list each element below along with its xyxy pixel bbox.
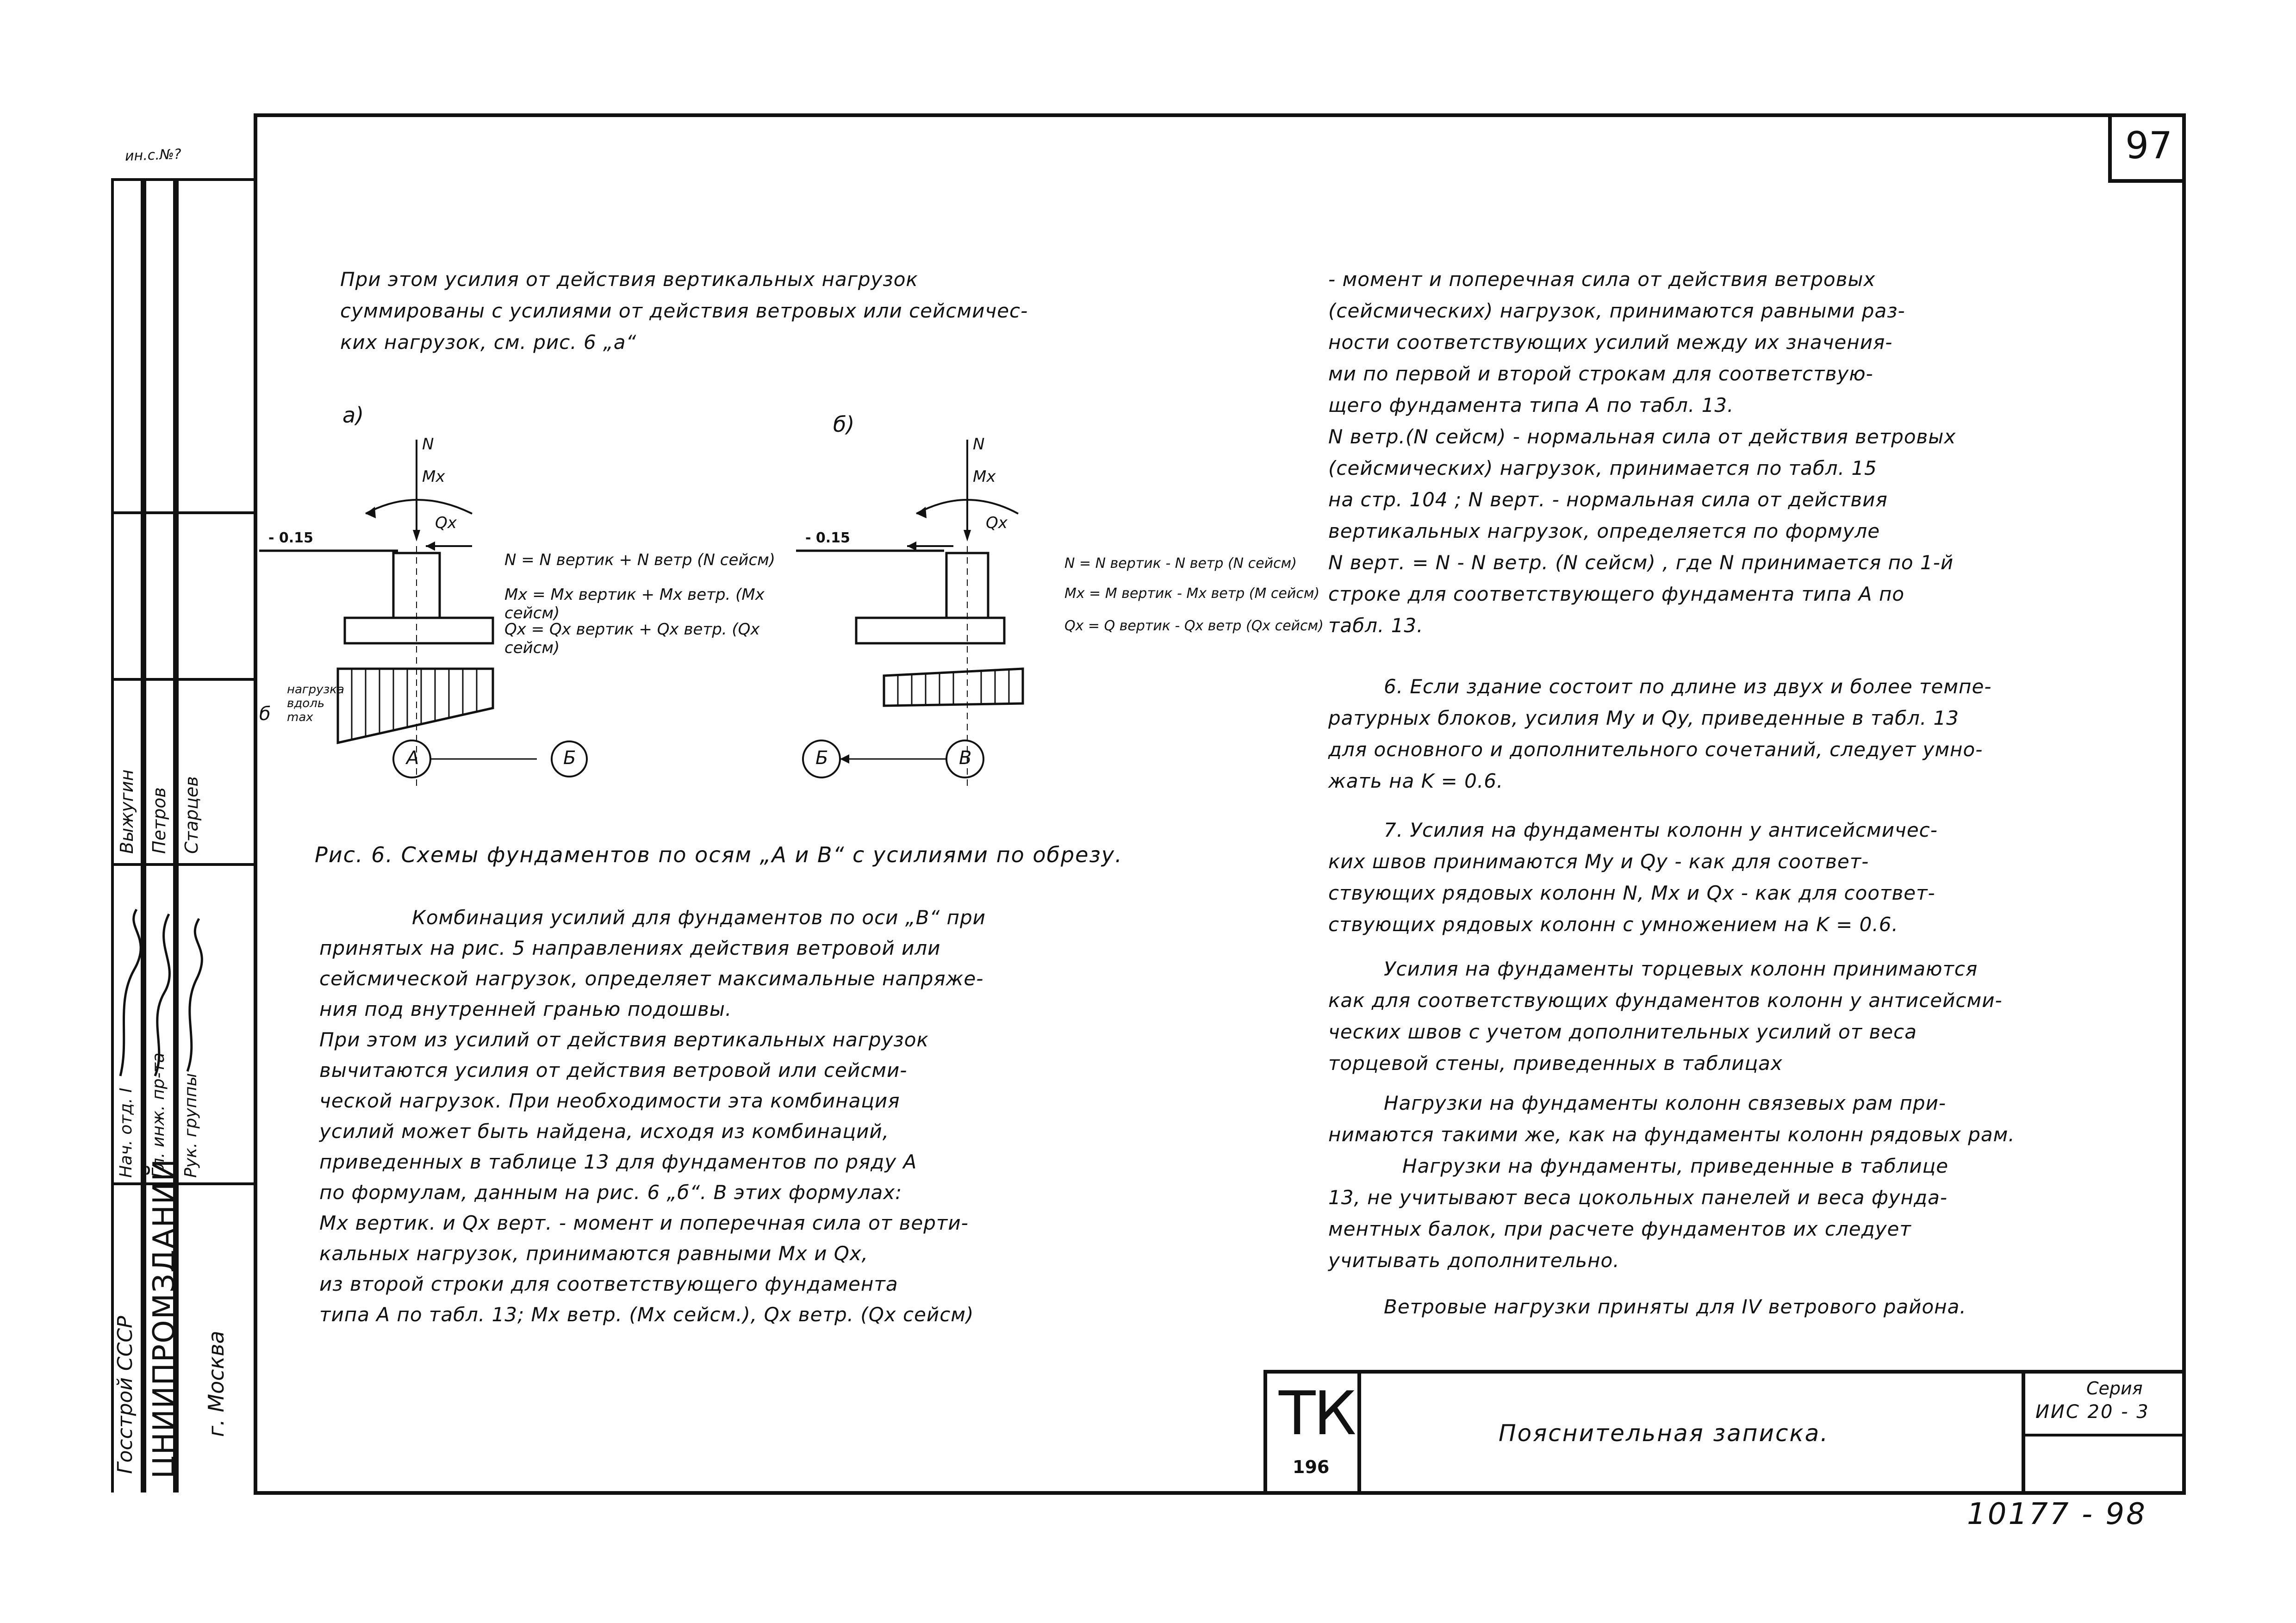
name-0: Выжугин <box>117 769 137 854</box>
org-line1: Госстрой СССР <box>113 1316 137 1474</box>
series-value: ИИС 20 - 3 <box>2035 1401 2150 1423</box>
right-text-4: Усилия на фундаменты торцевых колонн принимаются как для соответствующих фундаментов колонн у антисейсми- ческих швов с учетом дополнительных усилий от веса торцевой стены, приведенных в таблицах <box>1328 958 2003 1075</box>
series-label: Серия <box>2086 1378 2143 1399</box>
document-title: Пояснительная записка. <box>1499 1420 1829 1447</box>
diagram-a-formula-2: Qx = Qx вертик + Qx ветр. (Qx сейсм) <box>504 620 760 657</box>
diagram-b-axis-left: Б <box>815 747 828 769</box>
tk-number: 196 <box>1293 1457 1330 1477</box>
signatures <box>111 900 208 1085</box>
top-left-mark: ин.с.№? <box>124 146 182 165</box>
diagram-a-qx: Qx <box>435 514 457 532</box>
role-0: Нач. отд. I <box>117 1088 136 1178</box>
right-text-3: 7. Усилия на фундаменты колонн у антисейсмичес- ких швов принимаются My и Qy - как для соответ- ствующих рядовых колонн N, Mx и Qx - как для соответ- ствующих рядовых колонн с умножением на K = 0.6. <box>1328 819 1938 936</box>
diagram-b-label: б) <box>833 412 855 437</box>
right-text-1: - момент и поперечная сила от действия ветровых (сейсмических) нагрузок, принимаются равными раз- ности соответствующих усилий между их значения- ми по первой и второй строкам для соответствую- щего фундамента типа А по табл. 13. N ветр.(N сейсм) - нормальная сила от действия ветровых (сейсмических) нагрузок, принимается по табл. 15 на стр. 104 ; N верт. - нормальная сила от действия вертикальных нагрузок, определяется по формуле N верт. = N - N ветр. (N сейсм) , где N принимается по 1-й строке для соответствующего фундамента типа А по табл. 13. <box>1328 268 1956 637</box>
org-line3: г. Москва <box>204 1331 229 1437</box>
diagram-b-axis-right: В <box>959 747 972 769</box>
diagram-a <box>259 398 805 805</box>
diagram-b-formula-0: N = N вертик - N ветр (N сейсм) <box>1064 555 1297 572</box>
right-text-6: Ветровые нагрузки приняты для IV ветрового района. <box>1384 1295 1966 1318</box>
diagram-a-formula-0: N = N вертик + N ветр (N сейсм) <box>504 551 776 569</box>
org-line2: ЦНИИПРОМЗДАНИЙ <box>147 1158 181 1479</box>
diagram-b-n: N <box>973 435 985 454</box>
right-text-2: 6. Если здание состоит по длине из двух и более темпе- ратурных блоков, усилия My и Qy, приведенные в табл. 13 для основного и дополнительного сочетаний, следует умно- жать на K = 0.6. <box>1328 675 1992 792</box>
diagram-a-drawing <box>259 398 537 805</box>
right-text-5: Нагрузки на фундаменты колонн связевых рам при- нимаются такими же, как на фундаменты колонн рядовых рам. Нагрузки на фундаменты, приведенные в таблице 13, не учитывают веса цокольных панелей и веса фунда- ментных балок, при расчете фундаментов их следует учитывать дополнительно. <box>1328 1092 2015 1272</box>
diagram-b-level: - 0.15 <box>805 530 850 546</box>
diagram-a-load-2: max <box>287 710 313 724</box>
diagram-b <box>768 398 1361 805</box>
diagram-a-load-0: нагрузка <box>287 683 344 696</box>
name-2: Старцев <box>181 776 202 854</box>
role-1: Гл. инж. пр-та <box>149 1052 168 1178</box>
diagram-a-level: - 0.15 <box>268 530 313 546</box>
page-number: 97 <box>2125 124 2172 167</box>
diagram-a-mx: Mx <box>422 467 445 486</box>
diagram-b-drawing <box>768 398 1027 805</box>
left-stamp-block <box>111 178 255 1492</box>
role-2: Рук. группы <box>181 1073 200 1178</box>
diagram-a-formula-1: Mx = Mx вертик + Mx ветр. (Mx сейсм) <box>504 585 765 622</box>
diagram-a-axis-right: Б <box>563 747 576 769</box>
diagram-a-n: N <box>422 435 434 454</box>
sheet-code: 10177 - 98 <box>1967 1497 2147 1531</box>
intro-paragraph: При этом усилия от действия вертикальных нагрузок суммированы с усилиями от действия ветровых или сейсмичес- ких нагрузок, см. рис. 6 „а“ <box>340 268 1028 354</box>
diagram-b-qx: Qx <box>986 514 1008 532</box>
diagram-a-axis-left: А <box>406 747 419 769</box>
left-text: Комбинация усилий для фундаментов по оси „В“ при принятых на рис. 5 направлениях действия ветровой или сейсмической нагрузок, определяет максимальные напряже- ния под внутренней гранью подошвы. При этом из усилий от действия вертикальных нагрузок вычитаются усилия от действия ветровой или сейсми- ческой нагрузок. При необходимости эта комбинация усилий может быть найдена, исходя из комбинаций, приведенных в таблице 13 для фундаментов по ряду А по формулам, данным на рис. 6 „б“. В этих формулах: Mx вертик. и Qx верт. - момент и поперечная сила от верти- кальных нагрузок, принимаются равными Mx и Qx, из второй строки для соответствующего фундамента типа А по табл. 13; Mx ветр. (Mx сейсм.), Qx ветр. (Qx сейсм) <box>319 906 986 1326</box>
diagram-b-mx: Mx <box>973 467 996 486</box>
diagram-b-formula-1: Mx = M вертик - Mx ветр (M сейсм) <box>1064 585 1320 602</box>
title-block <box>1263 1370 2186 1495</box>
name-1: Петров <box>149 787 169 854</box>
tk-label: ТК <box>1279 1378 1355 1449</box>
page-number-box <box>2108 113 2186 183</box>
diagram-b-formula-2: Qx = Q вертик - Qx ветр (Qx сейсм) <box>1064 618 1324 634</box>
figure-caption: Рис. 6. Схемы фундаментов по осям „А и В“ с усилиями по обрезу. <box>315 842 1123 867</box>
diagram-a-side-label: б <box>259 703 271 725</box>
diagram-a-label: а) <box>342 403 364 428</box>
diagram-a-load-1: вдоль <box>287 696 325 710</box>
